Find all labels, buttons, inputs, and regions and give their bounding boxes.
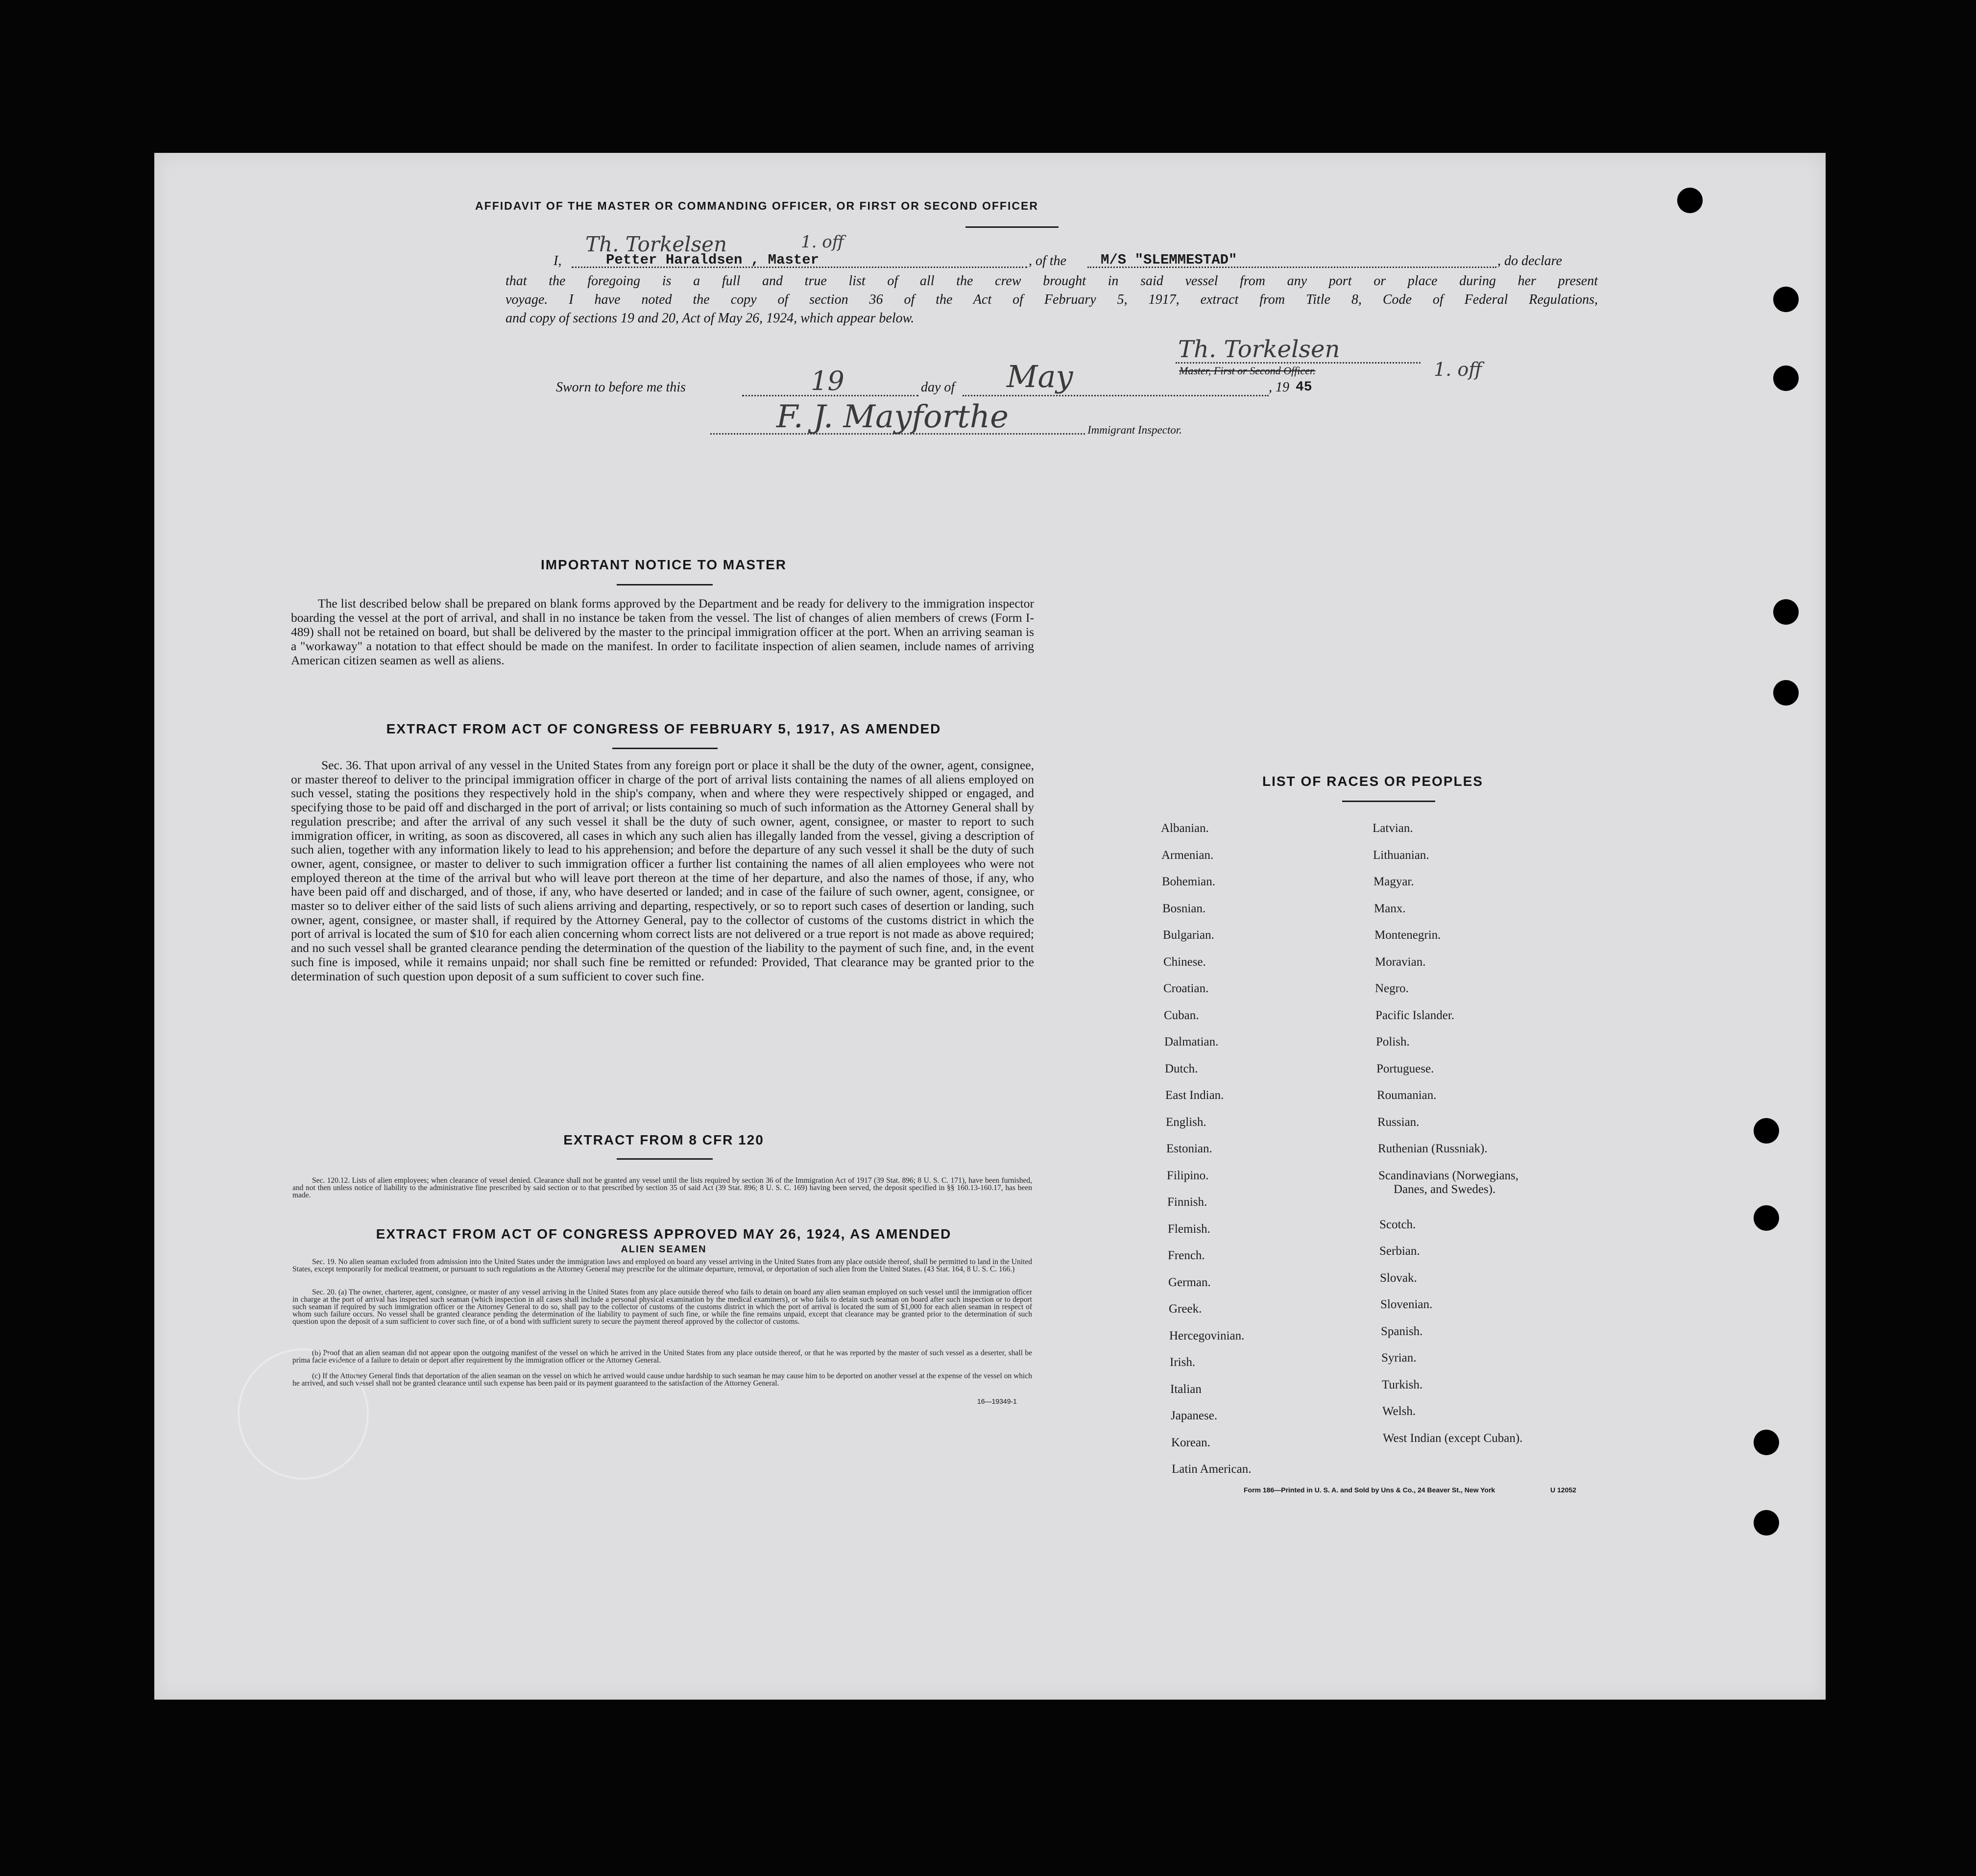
race-item: Roumanian. [1377,1089,1437,1102]
race-item: Montenegrin. [1374,928,1441,942]
declarant-name: Petter Haraldsen , Master [606,252,819,268]
do-declare-label: , do declare [1497,253,1562,268]
cfr-body: Sec. 120.12. Lists of alien employees; when clearance of vessel denied. Clearance shall not be granted any vessel until the lists required by section 36 of the Immigration Act of 1917 (39 Stat. 896; 8 U. S. C. 171), have been furnished, and not then unless notice of liability to the administrative fine prescribed by said section or to that prescribed by section 35 of said Act (39 Stat. 896; 8 U. S. C. 169) having been served, the deposit specified in §§ 160.13-160.17, has been made. [292,1176,1032,1199]
master-signature-line [1176,362,1421,364]
affidavit-pronoun: I, [554,253,562,268]
title-rule [965,226,1059,228]
race-item: West Indian (except Cuban). [1383,1431,1523,1445]
notice-title: IMPORTANT NOTICE TO MASTER [540,557,787,572]
race-item: Manx. [1374,901,1406,915]
sworn-label: Sworn to before me this [556,380,686,395]
inspector-signature: F. J. Mayforthe [776,399,1009,435]
day-value: 19 [811,365,844,396]
race-item: Negro. [1375,982,1409,995]
binding-hole [1754,1118,1779,1144]
affidavit-line-4: and copy of sections 19 and 20, Act of May 26, 1924, which appear below. [506,311,915,326]
race-item: Italian [1170,1382,1202,1396]
of-the-label: , of the [1029,253,1066,268]
handwritten-signature-master: Th. Torkelsen [1178,336,1340,363]
race-item: Dutch. [1165,1062,1198,1075]
race-item: Bosnian. [1162,901,1206,915]
extract-1917-body: Sec. 36. That upon arrival of any vessel in the United States from any foreign port or place it shall be the duty of the owner, agent, consignee, or master thereof to deliver to the principal immigration officer in charge of the port of arrival lists containing the names of all aliens employed on such vessel, stating the positions they respectively hold in the ship's company, when and where they were respectively shipped or engaged, and specifying those to be paid off and discharged in the port of arrival; or lists containing so much of such information as the Attorney General shall by regulation prescribe; and after the arrival of any such vessel it shall be the duty of such owner, agent, consignee, or master to report to such immigration officer, in writing, as soon as discovered, all cases in which any such alien has illegally landed from the vessel, giving a description of such alien, together with any information likely to lead to his apprehension; and before the departure of any such vessel it shall be the duty of such owner, agent, consignee, or master to deliver to such immigration officer a further list containing the names of all alien employees who were not employed thereon at the time of the arrival but who will leave port thereon at the time of her departure, and also the names of those, if any, who have been paid off and discharged, and of those, if any, who have deserted or landed; and in case of the failure of such owner, agent, consignee, or master so to deliver either of the said lists of such aliens arriving and departing, respectively, or so to report such cases of desertion or landing, such owner, agent, consignee, or master shall, if required by the Attorney General, pay to the collector of customs of the customs district in which the port of arrival is located the sum of $10 for each alien concerning whom correct lists are not delivered or a true report is not made as above required; and no such vessel shall be granted clearance pending the determination of the question of the liability to the payment of such fine, and, in the event such fine is imposed, while it remains unpaid; nor shall such fine be remitted or refunded: Provided, That clearance may be granted prior to the determination of such question upon deposit of a sum sufficient to cover such fine. [291,758,1034,983]
signer-title: Master, First or Second Officer. [1179,365,1316,377]
affidavit-title: AFFIDAVIT OF THE MASTER OR COMMANDING OFFICER, OR FIRST OR SECOND OFFICER [475,199,1038,212]
form-code: 16—19349-1 [977,1397,1017,1405]
race-item: Latin American. [1172,1462,1252,1476]
race-item: Slovenian. [1380,1298,1433,1311]
race-item: Bulgarian. [1163,928,1214,942]
race-item: Moravian. [1375,955,1426,969]
document-page [154,153,1826,1700]
month-value: May [1007,359,1073,394]
cfr-rule [617,1158,713,1160]
race-item: Lithuanian. [1373,848,1429,862]
race-item: East Indian. [1165,1089,1224,1102]
year-value: 45 [1296,380,1312,395]
printer-footer: Form 186—Printed in U. S. A. and Sold by Uns & Co., 24 Beaver St., New York [1244,1486,1495,1494]
binding-hole [1754,1205,1779,1231]
handwritten-signature-top-suffix: 1. off [801,232,844,252]
race-item: Turkish. [1382,1378,1423,1391]
inspector-label: Immigrant Inspector. [1087,424,1182,436]
race-item: English. [1166,1115,1206,1129]
race-item: Albanian. [1161,822,1209,835]
vessel-name: M/S "SLEMMESTAD" [1101,252,1237,268]
binding-hole [1677,188,1703,213]
races-title: LIST OF RACES OR PEOPLES [1262,774,1483,789]
race-item: Estonian. [1166,1142,1212,1155]
race-item: Magyar. [1374,875,1414,888]
binding-hole [1773,680,1799,706]
race-item: French. [1168,1249,1205,1262]
extract-1924-title: EXTRACT FROM ACT OF CONGRESS APPROVED MAY 26, 1924, AS AMENDED [376,1226,952,1242]
race-item: Slovak. [1380,1271,1417,1285]
race-item: Greek. [1169,1302,1202,1316]
binding-hole [1773,287,1799,312]
cfr-title: EXTRACT FROM 8 CFR 120 [563,1132,764,1147]
extract-1924-sec20b: (b) Proof that an alien seaman did not appear upon the outgoing manifest of the vessel on which he arrived in the United States from any place outside thereof, or that he was reported by the master of such vessel as a deserter, shall be prima facie evidence of a failure to detain or deport after requirement by the immigration officer or the Attorney General. [292,1349,1032,1364]
notice-body: The list described below shall be prepared on blank forms approved by the Department and be ready for delivery to the immigration inspector boarding the vessel at the port of arrival, and shall in no instance be taken from the vessel. The list of changes of alien members of crews (Form I-489) shall not be retained on board, but shall be delivered by the master to the principal immigration officer at the port. When an arriving seaman is a "workaway" a notation to that effect should be made on the manifest. In order to facilitate inspection of alien seamen, include names of arriving American citizen seamen as well as aliens. [291,596,1034,667]
handwritten-officer-suffix: 1. off [1434,359,1482,380]
embossed-seal [238,1348,369,1480]
race-item: Flemish. [1168,1222,1210,1236]
race-item: Japanese. [1171,1409,1218,1422]
printer-code: U 12052 [1550,1486,1576,1494]
race-item: German. [1168,1275,1211,1289]
affidavit-line-2: that the foregoing is a full and true list of all the crew brought in said vessel from any port or place during her present [506,273,1598,289]
race-item: Polish. [1376,1035,1410,1048]
race-item: Spanish. [1381,1324,1423,1338]
binding-hole [1773,365,1799,391]
race-item: Danes, and Swedes). [1394,1182,1496,1196]
handwritten-signature-top: Th. Torkelsen [585,232,727,256]
race-item: Dalmatian. [1164,1035,1219,1048]
race-item: Pacific Islander. [1375,1008,1455,1022]
binding-hole [1773,599,1799,625]
race-item: Welsh. [1382,1405,1416,1418]
race-item: Cuban. [1164,1008,1199,1022]
race-item: Syrian. [1381,1351,1417,1364]
race-item: Scandinavians (Norwegians, [1378,1169,1519,1182]
extract-1924-sec20c: (c) If the Attorney General finds that deportation of the alien seaman on the vessel on which he arrived would cause undue hardship to such seaman he may cause him to be deported on another vessel at the expense of the vessel on which he arrived, and such vessel shall not be granted clearance until such expense has been paid or its payment guaranteed to the satisfaction of the Attorney General. [292,1372,1032,1388]
race-item: Serbian. [1379,1244,1420,1258]
day-of-label: day of [921,380,955,395]
races-rule [1342,801,1435,802]
race-item: Armenian. [1161,848,1214,862]
race-item: Scotch. [1379,1218,1416,1231]
race-item: Filipino. [1167,1169,1209,1182]
month-line [963,395,1269,396]
race-item: Croatian. [1163,982,1209,995]
race-item: Bohemian. [1162,875,1216,888]
extract-1917-title: EXTRACT FROM ACT OF CONGRESS OF FEBRUARY 5, 1917, AS AMENDED [386,721,941,736]
race-item: Finnish. [1167,1195,1207,1209]
binding-hole [1754,1430,1779,1455]
affidavit-line-3: voyage. I have noted the copy of section 36 of the Act of February 5, 1917, extract from Title 8, Code of Federal Regulations, [506,292,1598,307]
race-item: Hercegovinian. [1169,1329,1245,1342]
extract-1924-subtitle: ALIEN SEAMEN [621,1244,707,1255]
race-item: Chinese. [1163,955,1206,969]
race-item: Irish. [1170,1356,1196,1369]
binding-hole [1754,1510,1779,1535]
extract-1924-sec19: Sec. 19. No alien seaman excluded from admission into the United States under the immigration laws and employed on board any vessel arriving in the United States from any place outside thereof, shall be permitted to land in the United States, except temporarily for medical treatment, or pursuant to such regulations as the Attorney General may prescribe for the ultimate departure, removal, or deportation of such alien from the United States. (43 Stat. 164, 8 U. S. C. 166.) [292,1258,1032,1273]
extract-1917-rule [612,748,718,749]
race-item: Portuguese. [1376,1062,1434,1075]
race-item: Latvian. [1373,822,1413,835]
extract-1924-sec20a: Sec. 20. (a) The owner, charterer, agent, consignee, or master of any vessel arriving in the United States from any place outside thereof who fails to detain on board any alien seaman employed on such vessel until the immigration officer in charge at the port of arrival has inspected such seaman (which inspection in all cases shall include a personal physical examination by the medical examiners), or who fails to detain such seaman on board after such inspection or to deport such seaman if required by such immigration officer or the Attorney General to do so, shall pay to the collector of customs of the customs district in which the port of arrival is located the sum of $1,000 for each alien seaman in respect of whom such failure occurs. No vessel shall be granted clearance pending the determination of the liability to payment of such fine, or while the fine remains unpaid, except that clearance may be granted prior to the determination of such question upon the deposit of a sum sufficient to cover such fine, or of a bond with sufficient surety to secure the payment thereof approved by the collector of customs. [292,1288,1032,1326]
year-prefix: , 19 [1269,380,1289,395]
race-item: Russian. [1377,1115,1420,1129]
race-item: Ruthenian (Russniak). [1378,1142,1488,1155]
race-item: Korean. [1171,1436,1210,1449]
notice-rule [617,584,713,585]
